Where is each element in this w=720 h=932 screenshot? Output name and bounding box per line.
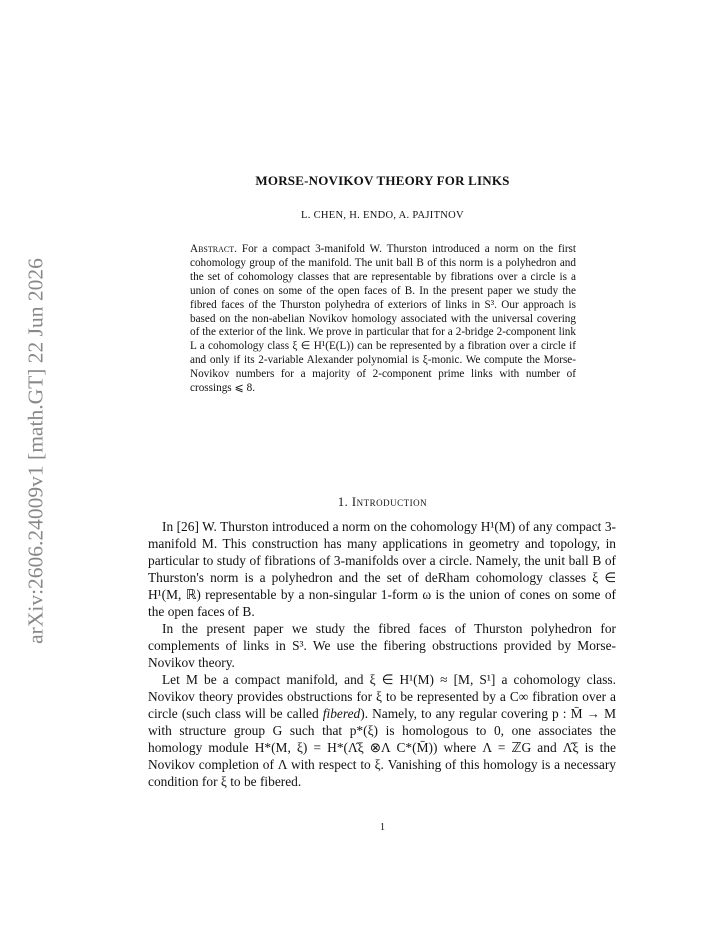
abstract-text-1: For a compact 3-manifold W. Thurston introduced a norm on the first cohomology group of the manifold. The unit ball	[190, 243, 577, 269]
section-title: Introduction	[351, 495, 428, 509]
abstract-label: Abstract.	[190, 243, 237, 255]
abstract	[190, 243, 576, 396]
introduction-body	[148, 518, 616, 790]
paragraph-1: In [26] W. Thurston introduced a norm on the cohomology H¹(M) of any compact 3-manifold M. This construction has many applications in geometry and topology, in particular to study of fibrations of 3-manifolds over a circle. Namely, the unit ball B of Thurston's norm is a polyhedron and the set of deRham cohomology classes ξ ∈ H¹(M, ℝ) representable by a non-singular 1-form ω is the union of cones on some of the open faces of B.	[148, 519, 616, 619]
arxiv-identifier: arXiv:2606.24009v1 [math.GT] 22 Jun 2026	[23, 258, 48, 644]
abstract-text-2: B of this norm is a polyhedron and the set of cohomology classes that are representable by fibrations over a circle is a union of cones on some of the open faces of B. In the present paper we study the fibred faces of the Thurston polyhedra of exteriors of links in	[190, 256, 576, 311]
paragraph-2: In the present paper we study the fibred faces of Thurston polyhedron for complements of links in S³. We use the fibering obstructions provided by Morse-Novikov theory.	[148, 621, 616, 670]
paragraph-3	[148, 671, 616, 790]
paragraph-3-part-2: ). Namely, to any regular covering p : M̄ → M with structure group G such that p*(ξ) is homologous to 0, one associates the homology module H*(M, ξ) = H*(Λ̂ξ ⊗Λ C*(M̄)) where Λ = ℤG and Λ̂ξ is the Novikov completion of Λ with respect to ξ. Vanishing of this homology is a necessary condition for ξ to be fibered.	[148, 706, 616, 789]
abstract-text-3: S³. Our approach is based on the non-abelian Novikov homology associated with the universal covering of the exterior of the link. We prove in particular that for a 2-bridge 2-component link L a cohomology class ξ ∈ H¹(E(L)) can be represented by a fibration over a circle if and only if its 2-variable Alexander polynomial is ξ-monic. We compute the Morse-Novikov numbers for a majority of 2-component prime links with number of crossings ⩽ 8.	[190, 298, 577, 395]
section-heading	[0, 495, 720, 510]
arxiv-side-label	[16, 249, 56, 654]
paragraph-3-emphasis: fibered	[322, 706, 361, 721]
page-number: 1	[380, 822, 385, 833]
section-number: 1.	[337, 495, 349, 509]
paper-title: MORSE-NOVIKOV THEORY FOR LINKS	[255, 173, 510, 188]
paper-authors: L. CHEN, H. ENDO, A. PAJITNOV	[301, 210, 464, 221]
paragraph-3-part-1: Let M be a compact manifold, and ξ ∈ H¹(M) ≈ [M, S¹] a cohomology class. Novikov theory provides obstructions for ξ to be represented by a C∞ fibration over a circle (such class will be called	[148, 672, 616, 721]
